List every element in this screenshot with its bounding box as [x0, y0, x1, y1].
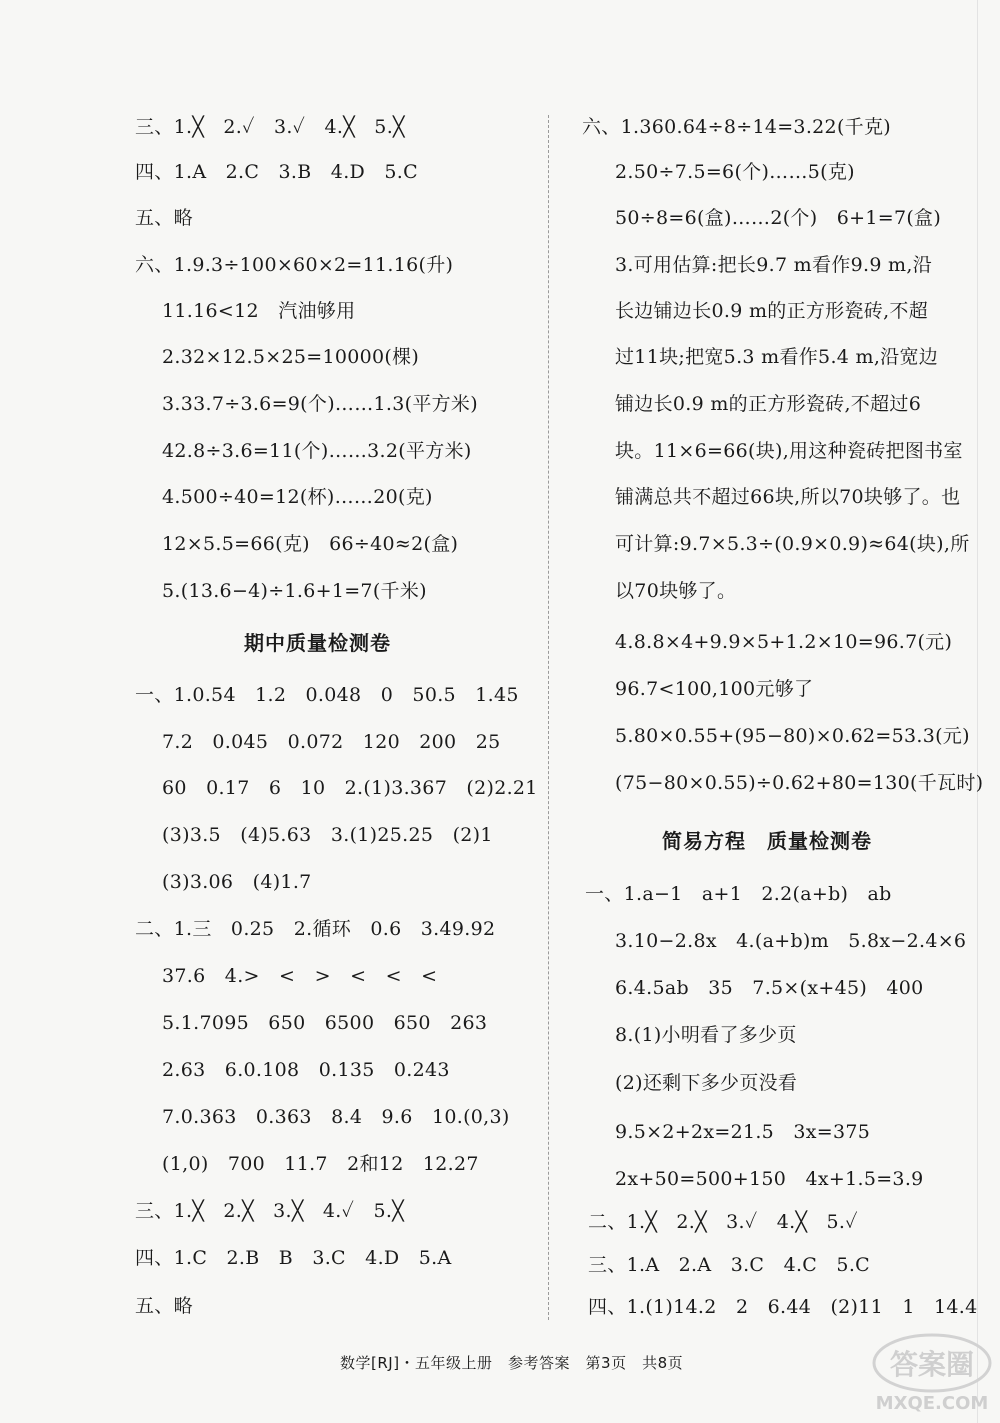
answer-line: 2.50÷7.5=6(个)……5(克) — [615, 161, 855, 183]
answer-line: 2x+50=500+150 4x+1.5=3.9 — [615, 1168, 924, 1190]
answer-line: 四、1.(1)14.2 2 6.44 (2)11 1 14.4 — [588, 1296, 978, 1318]
answer-line: 四、1.A 2.C 3.B 4.D 5.C — [135, 161, 418, 183]
answer-line: (75−80×0.55)÷0.62+80=130(千瓦时) — [615, 772, 984, 794]
watermark-top-text: 答案圈 — [889, 1348, 975, 1381]
column-divider — [548, 115, 549, 1320]
answer-line: 六、1.9.3÷100×60×2=11.16(升) — [135, 254, 454, 276]
answer-line: 96.7<100,100元够了 — [615, 678, 814, 700]
answer-line: 长边铺边长0.9 m的正方形瓷砖,不超 — [615, 300, 929, 322]
answer-line: 铺满总共不超过66块,所以70块够了。也 — [615, 486, 961, 508]
answer-line: 5.80×0.55+(95−80)×0.62=53.3(元) — [615, 725, 970, 747]
answer-line: 11.16<12 汽油够用 — [162, 300, 356, 322]
answer-line: 9.5×2+2x=21.5 3x=375 — [615, 1121, 871, 1143]
answer-line: 2.63 6.0.108 0.135 0.243 — [162, 1059, 450, 1081]
answer-line: 五、略 — [135, 207, 193, 229]
answer-line: 3.可用估算:把长9.7 m看作9.9 m,沿 — [615, 254, 933, 276]
answer-line: 12×5.5=66(克) 66÷40≈2(盒) — [162, 533, 459, 555]
answer-line: 3.10−2.8x 4.(a+b)m 5.8x−2.4×6 — [615, 930, 967, 952]
answer-line: 块。11×6=66(块),用这种瓷砖把图书室 — [615, 440, 963, 462]
page-footer: 数学[RJ]・五年级上册 参考答案 第3页 共8页 — [340, 1354, 684, 1372]
answer-line: 3.33.7÷3.6=9(个)……1.3(平方米) — [162, 393, 478, 415]
watermark-logo — [862, 1325, 996, 1417]
answer-line: 5.(13.6−4)÷1.6+1=7(千米) — [162, 580, 427, 602]
answer-line: (3)3.5 (4)5.63 3.(1)25.25 (2)1 — [162, 824, 493, 846]
answer-line: 三、1.╳ 2.╳ 3.╳ 4.✓ 5.╳ — [135, 1200, 404, 1222]
answer-line: 铺边长0.9 m的正方形瓷砖,不超过6 — [615, 393, 922, 415]
answer-line: 5.1.7095 650 6500 650 263 — [162, 1012, 488, 1034]
answer-line: 7.0.363 0.363 8.4 9.6 10.(0,3) — [162, 1106, 510, 1128]
answer-line: 50÷8=6(盒)……2(个) 6+1=7(盒) — [615, 207, 942, 229]
answer-line: 4.8.8×4+9.9×5+1.2×10=96.7(元) — [615, 631, 953, 653]
answer-line: 4.500÷40=12(杯)……20(克) — [162, 486, 433, 508]
answer-line: 二、1.╳ 2.╳ 3.✓ 4.╳ 5.✓ — [588, 1211, 858, 1233]
answer-line: 三、1.╳ 2.✓ 3.✓ 4.╳ 5.╳ — [135, 116, 405, 138]
answer-line: 7.2 0.045 0.072 120 200 25 — [162, 731, 501, 753]
answer-line: (2)还剩下多少页没看 — [615, 1072, 798, 1094]
answer-line: 过11块;把宽5.3 m看作5.4 m,沿宽边 — [615, 346, 939, 368]
answer-line: 六、1.360.64÷8÷14=3.22(千克) — [582, 116, 891, 138]
answer-line: 37.6 4.> < > < < < — [162, 965, 438, 987]
page-edge — [977, 0, 978, 1423]
answer-line: 2.32×12.5×25=10000(棵) — [162, 346, 420, 368]
section-heading-midterm: 期中质量检测卷 — [244, 631, 391, 655]
answer-line: 三、1.A 2.A 3.C 4.C 5.C — [588, 1254, 870, 1276]
answer-line: 四、1.C 2.B B 3.C 4.D 5.A — [135, 1247, 452, 1269]
answer-line: 可计算:9.7×5.3÷(0.9×0.9)≈64(块),所 — [615, 533, 970, 555]
watermark-bottom-text: MXQE.COM — [875, 1393, 989, 1414]
answer-line: 42.8÷3.6=11(个)……3.2(平方米) — [162, 440, 472, 462]
answer-line: 一、1.0.54 1.2 0.048 0 50.5 1.45 — [135, 684, 519, 706]
section-heading-equations: 简易方程 质量检测卷 — [662, 829, 872, 853]
answer-line: 6.4.5ab 35 7.5×(x+45) 400 — [615, 977, 924, 999]
answer-line: 一、1.a−1 a+1 2.2(a+b) ab — [585, 883, 892, 905]
answer-line: 以70块够了。 — [615, 580, 737, 602]
answer-line: 二、1.三 0.25 2.循环 0.6 3.49.92 — [135, 918, 496, 940]
answer-line: (1,0) 700 11.7 2和12 12.27 — [162, 1153, 479, 1175]
answer-line: 8.(1)小明看了多少页 — [615, 1024, 797, 1046]
answer-line: 60 0.17 6 10 2.(1)3.367 (2)2.21 — [162, 777, 538, 799]
answer-line: (3)3.06 (4)1.7 — [162, 871, 312, 893]
answer-line: 五、略 — [135, 1295, 193, 1317]
